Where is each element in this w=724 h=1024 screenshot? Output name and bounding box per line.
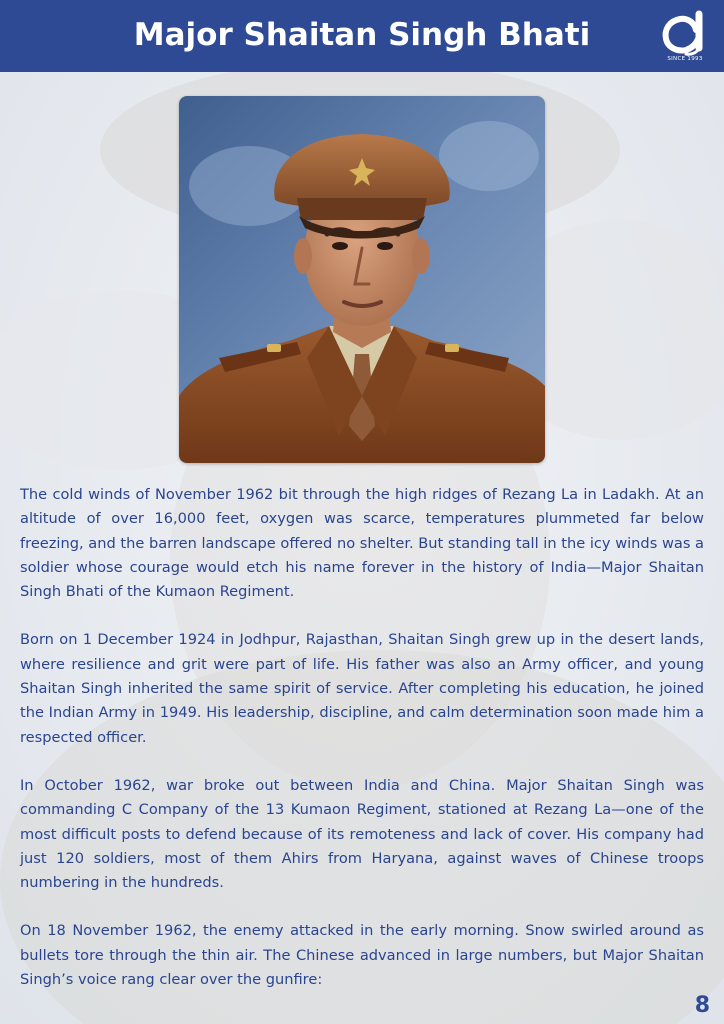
soldier-portrait-painting — [179, 96, 545, 463]
paragraph-4: On 18 November 1962, the enemy attacked in the early morning. Snow swirled around as bullets tore through the thin air. The Chinese advanced in large numbers, but Major Shaitan Singh’s voice rang clear over the gunfire: — [20, 922, 704, 989]
article-body — [20, 483, 704, 1016]
paragraph-2: Born on 1 December 1924 in Jodhpur, Rajasthan, Shaitan Singh grew up in the desert lands, where resilience and grit were part of life. His father was also an Army officer, and young Shaitan Singh inherited the same spirit of service. After completing his education, he joined the Indian Army in 1949. His leadership, discipline, and calm determination soon made him a respected officer. — [20, 631, 704, 746]
page-title: Major Shaitan Singh Bhati — [133, 17, 591, 53]
publisher-logo — [656, 8, 714, 66]
officer-portrait — [179, 96, 545, 463]
paragraph-1: The cold winds of November 1962 bit through the high ridges of Rezang La in Ladakh. At an altitude of over 16,000 feet, oxygen was scarce, temperatures plummeted far below freezing, and the barren landscape offered no shelter. But standing tall in the icy winds was a soldier whose courage would etch his name forever in the history of India—Major Shaitan Singh Bhati of the Kumaon Regiment. — [20, 486, 705, 601]
page-header — [0, 0, 724, 72]
stylized-a-logo-icon — [656, 8, 714, 58]
paragraph-3: In October 1962, war broke out between India and China. Major Shaitan Singh was commanding C Company of the 13 Kumaon Regiment, stationed at Rezang La—one of the most difficult posts to defend because of its remoteness and lack of cover. His company had just 120 soldiers, most of them Ahirs from Haryana, against waves of Chinese troops numbering in the hundreds. — [20, 776, 704, 892]
logo-caption: SINCE 1993 — [667, 56, 703, 62]
page-number: 8 — [694, 993, 710, 1018]
